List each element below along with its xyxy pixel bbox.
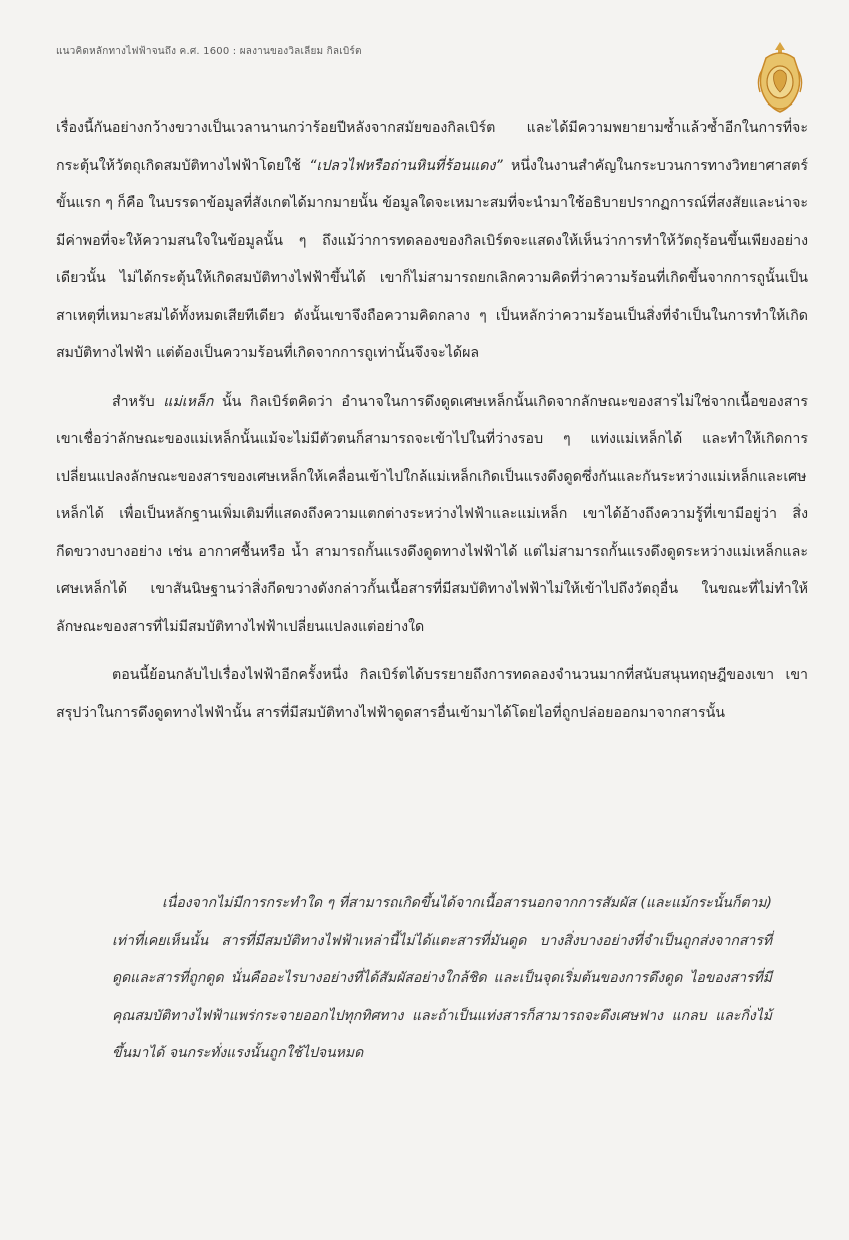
paragraph-2 (56, 384, 808, 647)
institution-seal-icon (752, 40, 808, 116)
paragraph-1-part-1: เรื่องนี้กันอย่างกว้างขวางเป็นเวลานานกว่าร้อยปีหลังจากสมัยของกิลเบิร์ต และได้มีความพยายามซ้ำแล้วซ้ำอีกในการที่จะกระตุ้นให้วัตถุเกิดสมบัติทางไฟฟ้าโดยใช้ (56, 120, 808, 174)
block-quote: เนื่องจากไม่มีการกระทำใด ๆ ที่สามารถเกิดขึ้นได้จากเนื้อสารนอกจากการสัมผัส (และแม้กระนั้นก็ตาม) เท่าที่เคยเห็นนั้น สารที่มีสมบัติทางไฟฟ้าเหล่านี้ไม่ได้แตะสารที่มันดูด บางสิ่งบางอย่างที่จำเป็นถูกส่งจากสารที่ดูดและสารที่ถูกดูด นั่นคืออะไรบางอย่างที่ได้สัมผัสอย่างใกล้ชิด และเป็นจุดเริ่มต้นของการดึงดูด ไอของสารที่มีคุณสมบัติทางไฟฟ้าแพร่กระจายออกไปทุกทิศทาง และถ้าเป็นแท่งสารก็สามารถจะดึงเศษฟาง แกลบ และกิ่งไม้ขึ้นมาได้ จนกระทั่งแรงนั้นถูกใช้ไปจนหมด (112, 895, 772, 1061)
paragraph-2-part-3: นั้น กิลเบิร์ตคิดว่า อำนาจในการดึงดูดเศษเหล็กนั้นเกิดจากลักษณะของสารไม่ใช่จากเนื้อของสาร เขาเชื่อว่าลักษณะของแม่เหล็กนั้นแม้จะไม่มีตัวตนก็สามารถจะเข้าไปในที่ว่างรอบ ๆ แท่งแม่เหล็กได้ และทำให้เกิดการเปลี่ยนแปลงลักษณะของสารของเศษเหล็กให้เคลื่อนเข้าไปใกล้แม่เหล็กเกิดเป็นแรงดึงดูดซึ่งกันและกันระหว่างแม่เหล็กและเศษเหล็กได้ เพื่อเป็นหลักฐานเพิ่มเติมที่แสดงถึงความแตกต่างระหว่างไฟฟ้าและแม่เหล็ก เขาได้อ้างถึงความรู้ที่เขามีอยู่ว่า สิ่งกีดขวางบางอย่าง เช่น อากาศชื้นหรือ น้ำ สามารถกั้นแรงดึงดูดทางไฟฟ้าได้ แต่ไม่สามารถกั้นแรงดึงดูดระหว่างแม่เหล็กและเศษเหล็กได้ เขาสันนิษฐานว่าสิ่งกีดขวางดังกล่าวกั้นเนื้อสารที่มีสมบัติทางไฟฟ้าไม่ให้เข้าไปถึงวัตถุอื่น ในขณะที่ไม่ทำให้ลักษณะของสารที่ไม่มีสมบัติทางไฟฟ้าเปลี่ยนแปลงแต่อย่างใด (56, 393, 808, 635)
paragraph-2-emphasis: แม่เหล็ก (163, 393, 214, 410)
paragraph-1-emphasis: “เปลวไฟหรือถ่านหินที่ร้อนแดง” (309, 157, 503, 174)
paragraph-3-text: ตอนนี้ย้อนกลับไปเรื่องไฟฟ้าอีกครั้งหนึ่ง กิลเบิร์ตได้บรรยายถึงการทดลองจำนวนมากที่สนับสนุนทฤษฎีของเขา เขาสรุปว่าในการดึงดูดทางไฟฟ้านั้น สารที่มีสมบัติทางไฟฟ้าดูดสารอื่นเข้ามาได้โดยไอที่ถูกปล่อยออกมาจากสารนั้น (56, 667, 808, 721)
paragraph-1-part-3: หนึ่งในงานสำคัญในกระบวนการทางวิทยาศาสตร์ขั้นแรก ๆ ก็คือ ในบรรดาข้อมูลที่สังเกตได้มากมายนั้น ข้อมูลใดจะเหมาะสมที่จะนำมาใช้อธิบายปรากฏการณ์ที่สงสัยและน่าจะมีค่าพอที่จะให้ความสนใจในข้อมูลนั้น ๆ ถึงแม้ว่าการทดลองของกิลเบิร์ตจะแสดงให้เห็นว่าการทำให้วัตถุร้อนขึ้นเพียงอย่างเดียวนั้น ไม่ได้กระตุ้นให้เกิดสมบัติทางไฟฟ้าขึ้นได้ เขาก็ไม่สามารถยกเลิกความคิดที่ว่าความร้อนที่เกิดขึ้นจากการถูนั้นเป็นสาเหตุที่เหมาะสมได้ทั้งหมดเสียทีเดียว ดังนั้นเขาจึงถือความคิดกลาง ๆ เป็นหลักว่าความร้อนเป็นสิ่งที่จำเป็นในการทำให้เกิดสมบัติทางไฟฟ้า แต่ต้องเป็นความร้อนที่เกิดจากการถูเท่านั้นจึงจะได้ผล (56, 157, 809, 361)
paragraph-3 (56, 657, 808, 732)
running-header: แนวคิดหลักทางไฟฟ้าจนถึง ค.ศ. 1600 : ผลงานของวิลเลียม กิลเบิร์ต (56, 46, 362, 57)
body-text (56, 110, 808, 743)
paragraph-1 (56, 110, 808, 373)
paragraph-2-part-1: สำหรับ (112, 393, 164, 410)
